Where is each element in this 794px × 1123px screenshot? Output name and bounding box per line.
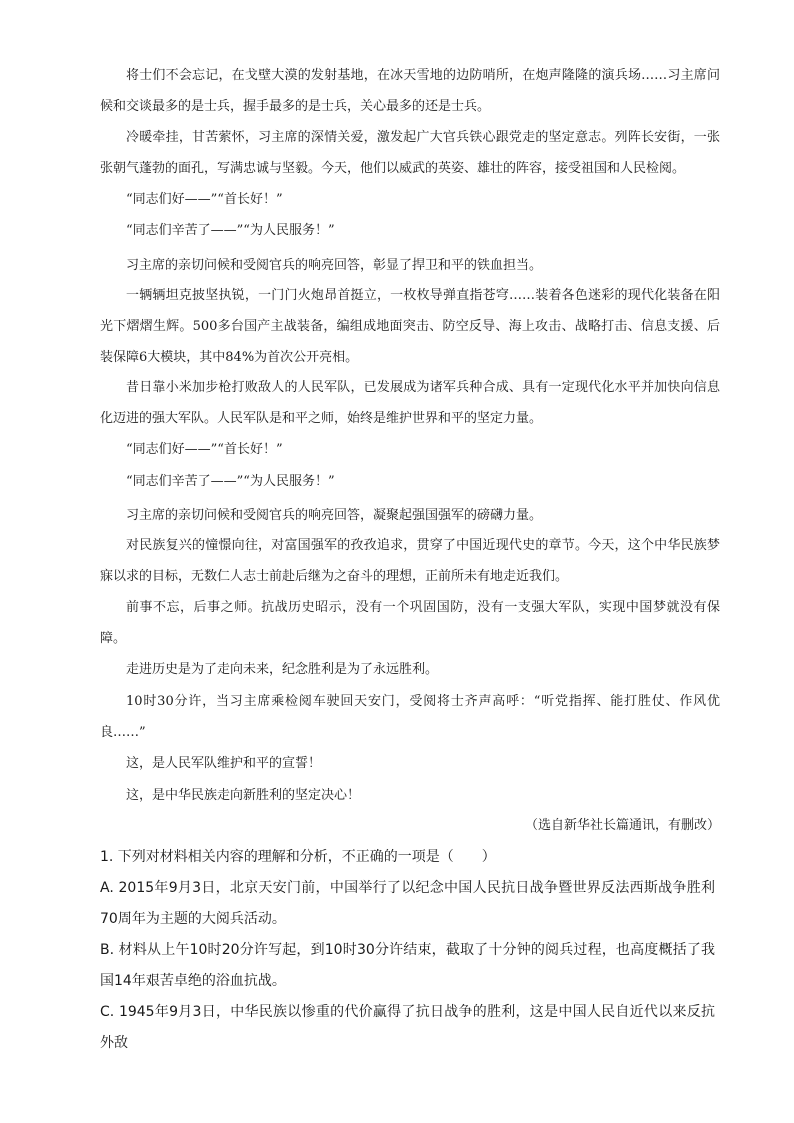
dialogue-line: “同志们好——”“首长好！”: [126, 442, 283, 457]
article-paragraph: 走进历史是为了走向未来，纪念胜利是为了永远胜利。: [126, 662, 439, 677]
article-paragraph: 习主席的亲切问候和受阅官兵的响亮回答，凝聚起强国强军的磅礴力量。: [126, 508, 543, 523]
article-paragraph: 习主席的亲切问候和受阅官兵的响亮回答，彰显了捍卫和平的铁血担当。: [126, 258, 543, 273]
article-paragraph: 昔日靠小米加步枪打败敌人的人民军队，已发展成为诸军兵种合成、具有一定现代化水平并加快向信息化迈进的强大军队。人民军队是和平之师，始终是维护世界和平的坚定力量。: [100, 380, 720, 426]
option-b: B. 材料从上午10时20分许写起，到10时30分许结束，截取了十分钟的阅兵过程，也高度概括了我国14年艰苦卓绝的浴血抗战。: [100, 942, 715, 989]
source-note: （选自新华社长篇通讯，有删改）: [524, 818, 720, 833]
dialogue-line: “同志们好——”“首长好！”: [126, 192, 283, 207]
dialogue-line: “同志们辛苦了——”“为人民服务！”: [126, 223, 335, 238]
article-paragraph: 冷暖牵挂，甘苦萦怀，习主席的深情关爱，激发起广大官兵铁心跟党走的坚定意志。列阵长安街，一张张朝气蓬勃的面孔，写满忠诚与坚毅。今天，他们以威武的英姿、雄壮的阵容，接受祖国和人民检阅。: [100, 130, 720, 176]
dialogue-line: “同志们辛苦了——”“为人民服务！”: [126, 474, 335, 489]
option-c: C. 1945年9月3日，中华民族以惨重的代价赢得了抗日战争的胜利，这是中国人民自近代以来反抗外敌: [100, 1004, 715, 1051]
article-paragraph: 10时30分许，当习主席乘检阅车驶回天安门，受阅将士齐声高呼：“听党指挥、能打胜仗、作风优良……”: [100, 694, 720, 740]
article-paragraph: 这，是人民军队维护和平的宣誓！: [126, 756, 322, 771]
article-paragraph: 一辆辆坦克披坚执锐，一门门火炮昂首挺立，一枚枚导弹直指苍穹……装着各色迷彩的现代化装备在阳光下熠熠生辉。500多台国产主战装备，编组成地面突击、防空反导、海上攻击、战略打击、信息支援、后装保障6大模块，其中84%为首次公开亮相。: [100, 288, 720, 365]
article-paragraph: 将士们不会忘记，在戈壁大漠的发射基地，在冰天雪地的边防哨所，在炮声隆隆的演兵场……习主席问候和交谈最多的是士兵，握手最多的是士兵，关心最多的还是士兵。: [100, 68, 720, 114]
article-paragraph: 这，是中华民族走向新胜利的坚定决心！: [126, 788, 361, 803]
article-paragraph: 对民族复兴的憧憬向往，对富国强军的孜孜追求，贯穿了中国近现代史的章节。今天，这个中华民族梦寐以求的目标，无数仁人志士前赴后继为之奋斗的理想，正前所未有地走近我们。: [100, 538, 720, 584]
question-stem: 1. 下列对材料相关内容的理解和分析，不正确的一项是（ ）: [100, 849, 496, 865]
option-a: A. 2015年9月3日，北京天安门前，中国举行了以纪念中国人民抗日战争暨世界反法西斯战争胜利70周年为主题的大阅兵活动。: [100, 880, 715, 927]
article-paragraph: 前事不忘，后事之师。抗战历史昭示，没有一个巩固国防，没有一支强大军队，实现中国梦就没有保障。: [100, 600, 720, 646]
